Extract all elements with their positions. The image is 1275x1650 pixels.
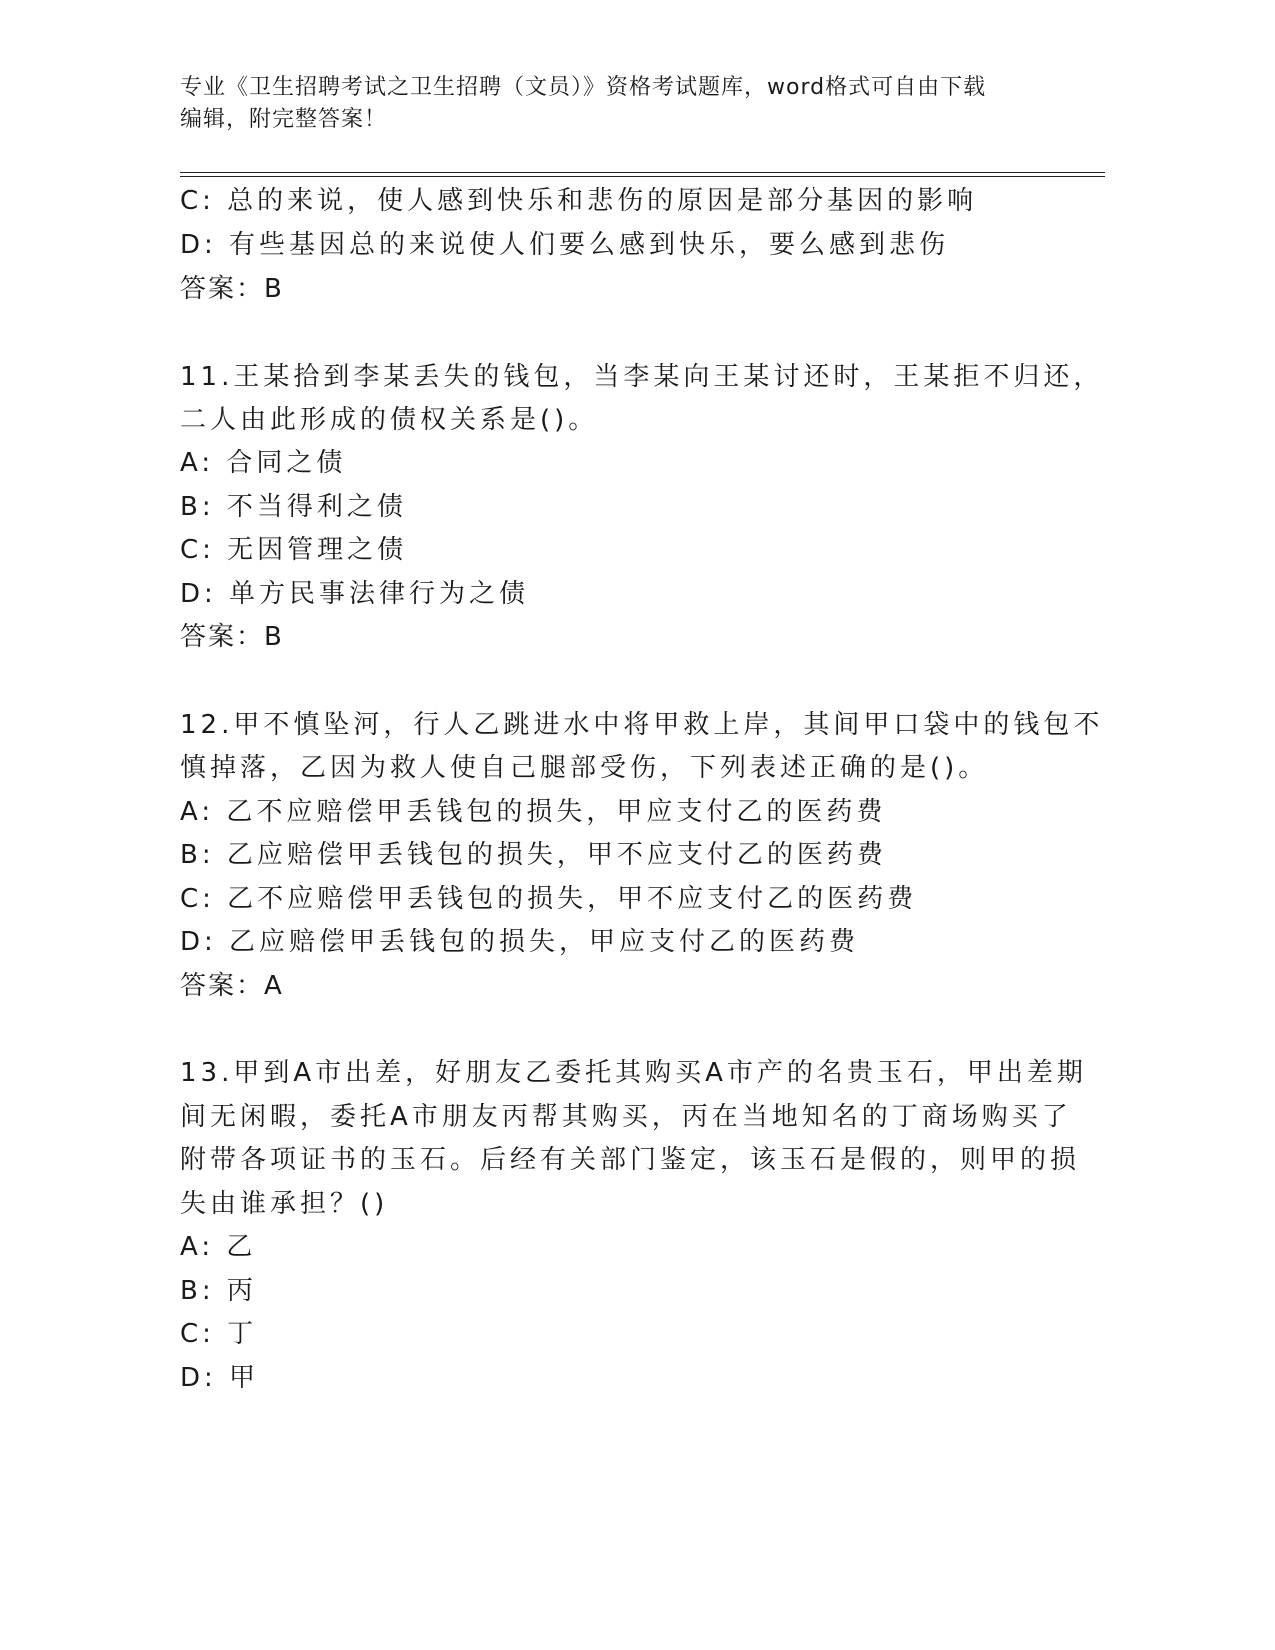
q12-option-b: B: 乙应赔偿甲丢钱包的损失，甲不应支付乙的医药费 xyxy=(180,840,887,870)
q11-answer: 答案：B xyxy=(180,622,284,652)
q13-option-c: C: 丁 xyxy=(180,1319,258,1349)
q13-text-line-4: 失由谁承担？() xyxy=(180,1189,389,1219)
q12-text-line-1: 12.甲不慎坠河，行人乙跳进水中将甲救上岸，其间甲口袋中的钱包不 xyxy=(180,710,1104,740)
q12-option-c: C: 乙不应赔偿甲丢钱包的损失，甲不应支付乙的医药费 xyxy=(180,884,918,914)
q13-text-line-1: 13.甲到A市出差，好朋友乙委托其购买A市产的名贵玉石，甲出差期 xyxy=(180,1058,1087,1088)
header-divider-top xyxy=(180,172,1105,173)
prev-option-c: C: 总的来说，使人感到快乐和悲伤的原因是部分基因的影响 xyxy=(180,186,978,216)
q11-text-line-2: 二人由此形成的债权关系是()。 xyxy=(180,405,599,435)
q12-text-line-2: 慎掉落，乙因为救人使自己腿部受伤，下列表述正确的是()。 xyxy=(180,753,989,783)
q13-text-line-2: 间无闲暇，委托A市朋友丙帮其购买，丙在当地知名的丁商场购买了 xyxy=(180,1102,1072,1132)
q13-option-a: A: 乙 xyxy=(180,1232,257,1262)
q11-option-c: C: 无因管理之债 xyxy=(180,535,408,565)
q13-option-b: B: 丙 xyxy=(180,1276,257,1306)
q12-option-d: D: 乙应赔偿甲丢钱包的损失，甲应支付乙的医药费 xyxy=(180,927,860,957)
q11-text-line-1: 11.王某拾到李某丢失的钱包，当李某向王某讨还时，王某拒不归还， xyxy=(180,362,1104,392)
header-divider-bottom xyxy=(180,176,1105,177)
document-header xyxy=(180,72,1060,136)
header-line-2: 编辑，附完整答案！ xyxy=(180,107,388,132)
header-line-1: 专业《卫生招聘考试之卫生招聘（文员）》资格考试题库，word格式可自由下载 xyxy=(180,75,987,100)
prev-answer: 答案：B xyxy=(180,274,284,304)
prev-option-d: D: 有些基因总的来说使人们要么感到快乐，要么感到悲伤 xyxy=(180,230,950,260)
q11-option-d: D: 单方民事法律行为之债 xyxy=(180,579,530,609)
q12-option-a: A: 乙不应赔偿甲丢钱包的损失，甲应支付乙的医药费 xyxy=(180,797,887,827)
q12-answer: 答案：A xyxy=(180,971,284,1001)
q11-option-a: A: 合同之债 xyxy=(180,448,347,478)
q13-option-d: D: 甲 xyxy=(180,1363,260,1393)
q13-text-line-3: 附带各项证书的玉石。后经有关部门鉴定，该玉石是假的，则甲的损 xyxy=(180,1145,1081,1175)
q11-option-b: B: 不当得利之债 xyxy=(180,492,407,522)
